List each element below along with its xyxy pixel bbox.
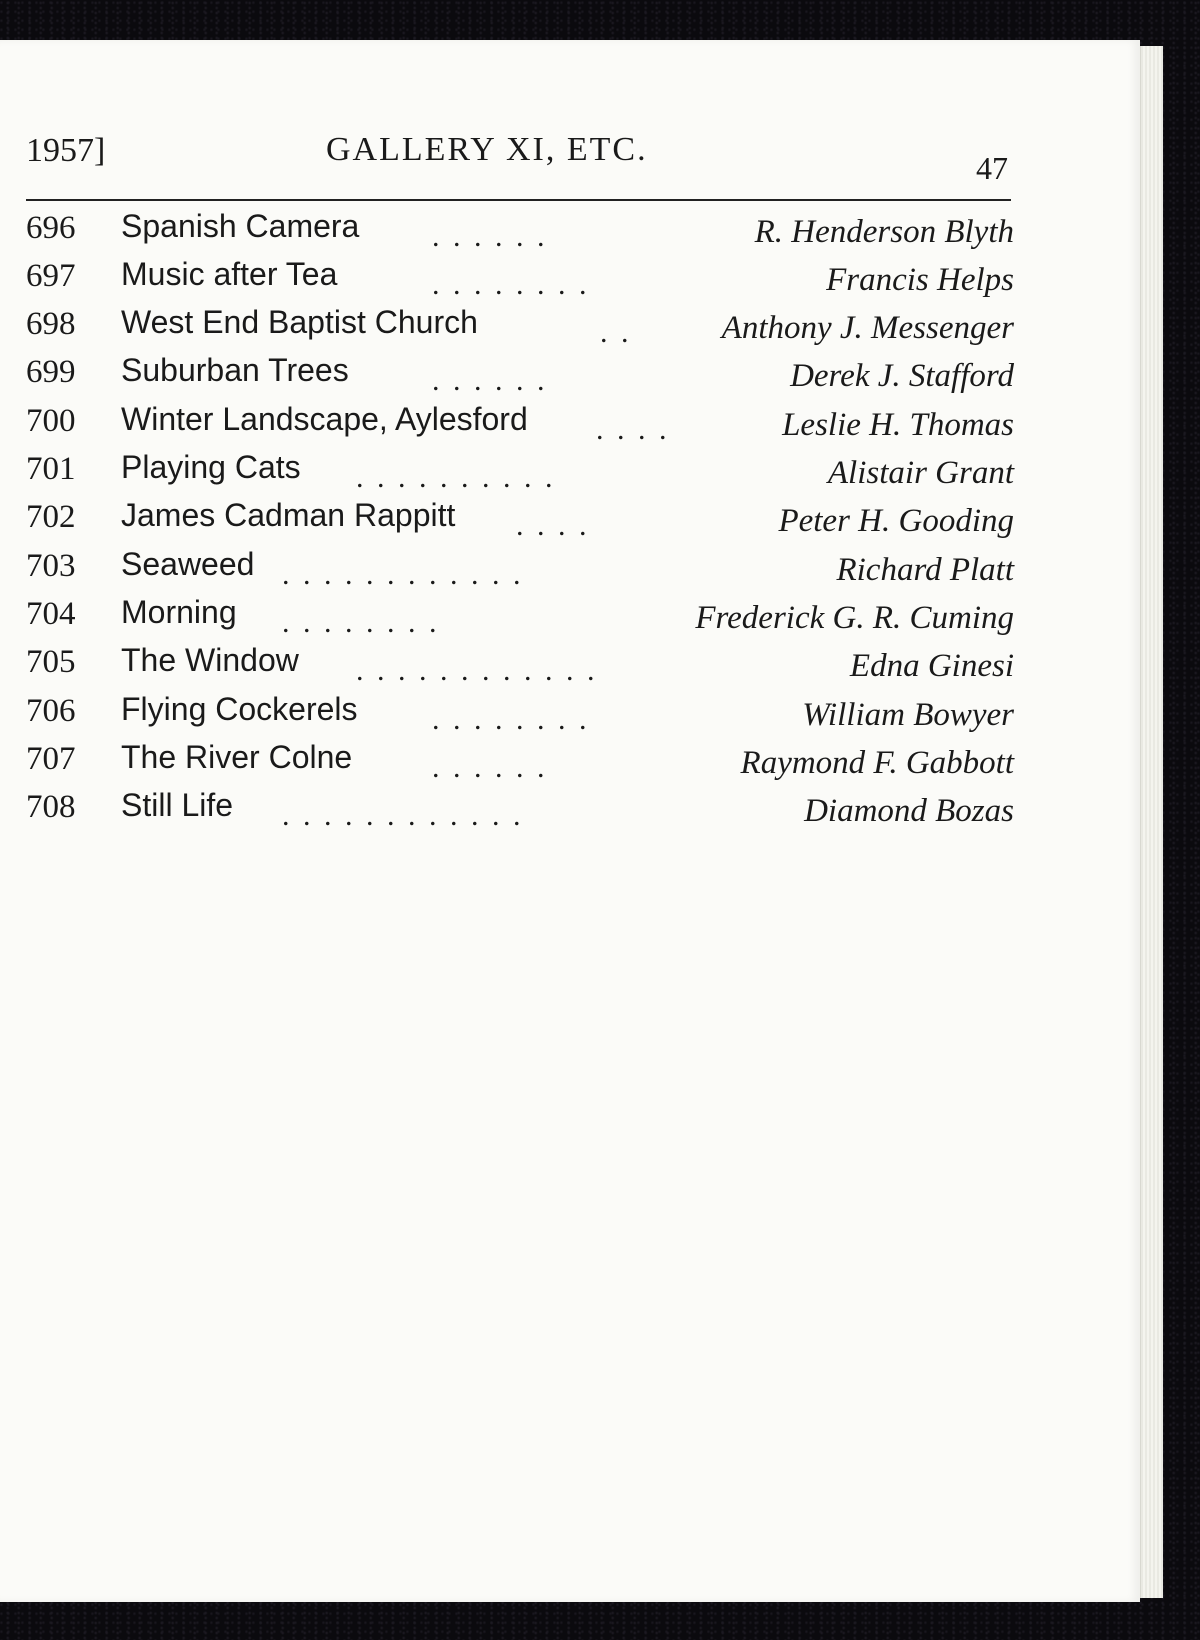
entry-artist: Richard Platt bbox=[836, 552, 1014, 588]
entry-title: Winter Landscape, Aylesford bbox=[121, 401, 528, 437]
entry-number: 706 bbox=[26, 693, 76, 729]
dot-leader: . . . . . . . . . . bbox=[356, 461, 556, 494]
entry-title: Music after Tea bbox=[121, 256, 338, 292]
dot-leader: . . . . . . . . . . . . bbox=[282, 558, 524, 591]
entry-number: 699 bbox=[26, 354, 76, 390]
entry-artist: Diamond Bozas bbox=[804, 793, 1014, 829]
entry-title: James Cadman Rappitt bbox=[121, 497, 456, 533]
dot-leader: . . . . . . . . . . . . bbox=[282, 799, 524, 832]
page-edge bbox=[1140, 46, 1163, 1598]
list-item bbox=[0, 254, 1020, 302]
entry-number: 703 bbox=[26, 548, 76, 584]
entry-title: The Window bbox=[121, 642, 299, 678]
header-year: 1957] bbox=[26, 132, 106, 169]
entry-artist: William Bowyer bbox=[802, 697, 1014, 733]
dot-leader: . . . . . . . . . . . . bbox=[356, 654, 598, 687]
entry-artist: Edna Ginesi bbox=[849, 648, 1014, 684]
entry-artist: R. Henderson Blyth bbox=[754, 214, 1014, 250]
entry-title: Playing Cats bbox=[121, 449, 301, 485]
list-item bbox=[0, 785, 1020, 833]
dot-leader: . . . . . . . . bbox=[432, 703, 590, 736]
entry-artist: Frederick G. R. Cuming bbox=[695, 600, 1014, 636]
list-item bbox=[0, 350, 1020, 398]
entry-title: Flying Cockerels bbox=[121, 691, 358, 727]
list-item bbox=[0, 737, 1020, 785]
entry-number: 704 bbox=[26, 596, 76, 632]
entry-artist: Leslie H. Thomas bbox=[782, 407, 1014, 443]
entry-artist: Raymond F. Gabbott bbox=[740, 745, 1014, 781]
dot-leader: . . . . . . bbox=[432, 751, 548, 784]
header-rule bbox=[26, 199, 1011, 201]
entry-title: West End Baptist Church bbox=[121, 304, 478, 340]
list-item bbox=[0, 689, 1020, 737]
list-item bbox=[0, 206, 1020, 254]
dot-leader: . . . . . . . . bbox=[432, 268, 590, 301]
entry-artist: Peter H. Gooding bbox=[778, 503, 1014, 539]
entry-number: 696 bbox=[26, 210, 76, 246]
dot-leader: . . . . bbox=[516, 509, 590, 542]
list-item bbox=[0, 302, 1020, 350]
list-item bbox=[0, 495, 1020, 543]
entry-artist: Alistair Grant bbox=[827, 455, 1014, 491]
entry-number: 700 bbox=[26, 403, 76, 439]
entry-number: 702 bbox=[26, 499, 76, 535]
catalogue-page bbox=[0, 40, 1140, 1602]
dot-leader: . . . . . . . . bbox=[282, 606, 440, 639]
entry-title: Seaweed bbox=[121, 546, 255, 582]
dot-leader: . . . . bbox=[596, 413, 670, 446]
entry-number: 705 bbox=[26, 644, 76, 680]
entry-title: Spanish Camera bbox=[121, 208, 360, 244]
list-item bbox=[0, 447, 1020, 495]
entry-artist: Anthony J. Messenger bbox=[721, 310, 1014, 346]
page-number: 47 bbox=[976, 150, 1008, 186]
list-item bbox=[0, 399, 1020, 447]
entry-title: Morning bbox=[121, 594, 237, 630]
list-item bbox=[0, 640, 1020, 688]
list-item bbox=[0, 544, 1020, 592]
entry-title: Suburban Trees bbox=[121, 352, 349, 388]
list-item bbox=[0, 592, 1020, 640]
dot-leader: . . . . . . bbox=[432, 364, 548, 397]
entry-number: 698 bbox=[26, 306, 76, 342]
entry-number: 707 bbox=[26, 741, 76, 777]
dot-leader: . . bbox=[600, 316, 632, 349]
header-title: GALLERY XI, ETC. bbox=[326, 131, 648, 168]
entry-title: The River Colne bbox=[121, 739, 353, 775]
entry-title: Still Life bbox=[121, 787, 234, 823]
entry-artist: Derek J. Stafford bbox=[790, 358, 1014, 394]
entry-number: 697 bbox=[26, 258, 76, 294]
entry-artist: Francis Helps bbox=[826, 262, 1014, 298]
entry-number: 708 bbox=[26, 789, 76, 825]
dot-leader: . . . . . . bbox=[432, 220, 548, 253]
entry-number: 701 bbox=[26, 451, 76, 487]
